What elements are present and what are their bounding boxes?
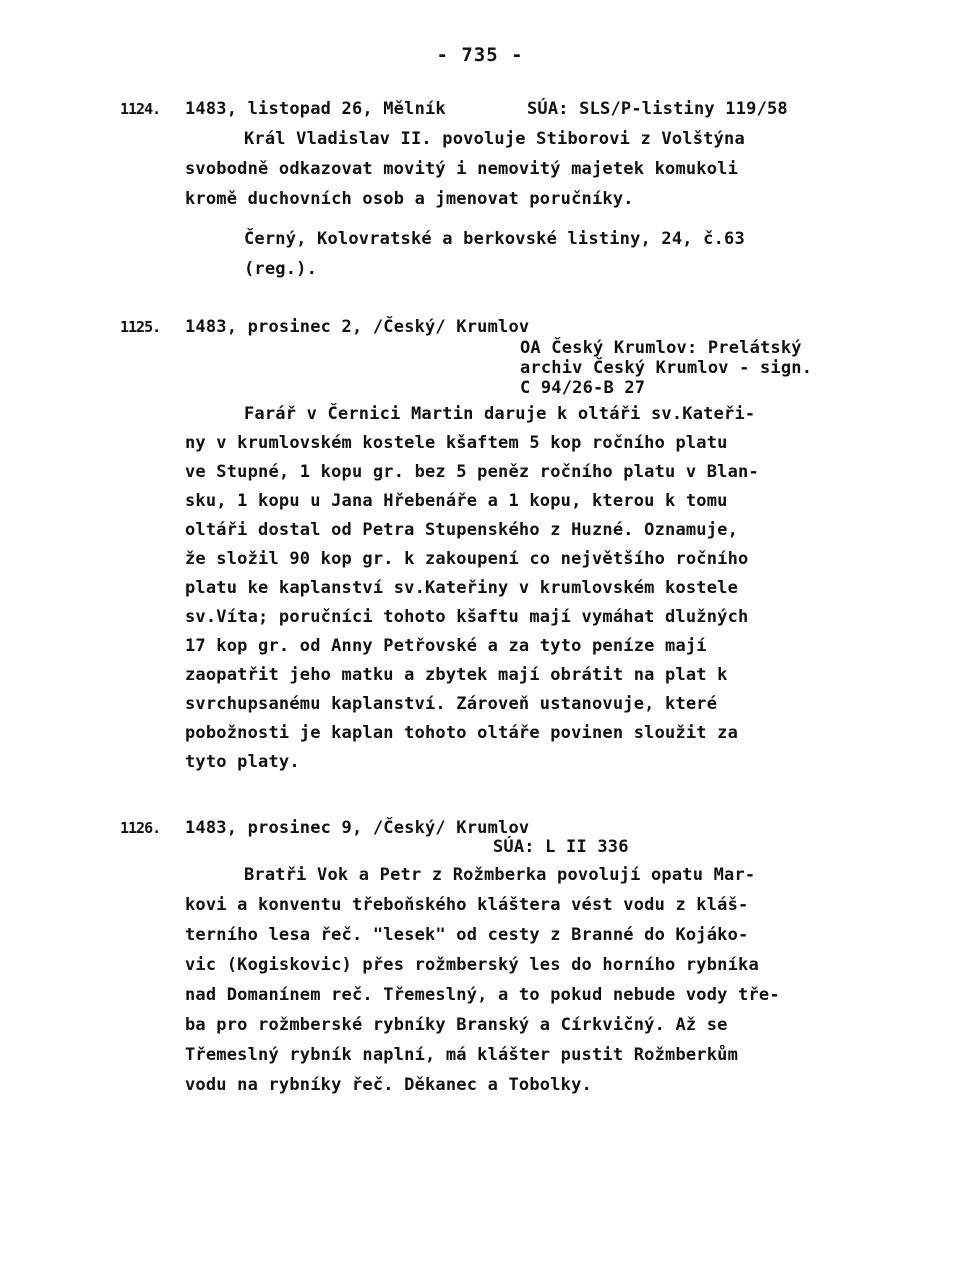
page-number: - 735 - xyxy=(436,44,524,66)
body-line: oltáři dostal od Petra Stupenského z Huzné. Oznamuje, xyxy=(185,520,739,540)
body-line: vodu na rybníky řeč. Děkanec a Tobolky. xyxy=(185,1075,592,1095)
body-line: zaopatřit jeho matku a zbytek mají obrátit na plat k xyxy=(185,665,728,685)
body-line: ba pro rožmberské rybníky Branský a Církvičný. Až se xyxy=(185,1015,728,1035)
body-line: 17 kop gr. od Anny Petřovské a za tyto peníze mají xyxy=(185,636,707,656)
entry-heading: 1483, listopad 26, Mělník xyxy=(185,99,446,119)
body-line: Král Vladislav II. povoluje Stiborovi z Volštýna xyxy=(244,129,745,149)
source-reference: SÚA: SLS/P-listiny 119/58 xyxy=(527,99,788,119)
body-line: vic (Kogiskovic) přes rožmberský les do horního rybníka xyxy=(185,955,759,975)
body-line: svrchupsanému kaplanství. Zároveň ustanovuje, které xyxy=(185,694,718,714)
source-reference: OA Český Krumlov: Prelátský xyxy=(520,338,802,358)
literature-reference: Černý, Kolovratské a berkovské listiny, 24, č.63 xyxy=(244,229,745,249)
body-line: sv.Víta; poručníci tohoto kšaftu mají vymáhat dlužných xyxy=(185,607,749,627)
body-line: sku, 1 kopu u Jana Hřebenáře a 1 kopu, kterou k tomu xyxy=(185,491,728,511)
body-line: tyto platy. xyxy=(185,752,300,772)
body-line: svobodně odkazovat movitý i nemovitý majetek komukoli xyxy=(185,159,739,179)
body-line: platu ke kaplanství sv.Kateřiny v krumlovském kostele xyxy=(185,578,739,598)
body-line: Třemeslný rybník naplní, má klášter pustit Rožmberkům xyxy=(185,1045,739,1065)
body-line: kovi a konventu třeboňského kláštera vést vodu z kláš- xyxy=(185,895,749,915)
literature-reference: (reg.). xyxy=(244,259,318,279)
body-line: kromě duchovních osob a jmenovat poručníky. xyxy=(185,189,634,209)
entry-heading: 1483, prosinec 2, /Český/ Krumlov xyxy=(185,317,530,337)
body-line: Farář v Černici Martin daruje k oltáři sv.Kateři- xyxy=(244,404,756,424)
body-line: že složil 90 kop gr. k zakoupení co největšího ročního xyxy=(185,549,749,569)
body-line: nad Domanínem reč. Třemeslný, a to pokud nebude vody tře- xyxy=(185,985,780,1005)
source-reference: archiv Český Krumlov - sign. xyxy=(520,358,813,378)
entry-number: 1124. xyxy=(120,100,161,118)
entry-number: 1126. xyxy=(120,819,161,837)
entry-number: 1125. xyxy=(120,318,161,336)
body-line: ve Stupné, 1 kopu gr. bez 5 peněz ročního platu v Blan- xyxy=(185,462,759,482)
source-reference: SÚA: L II 336 xyxy=(493,837,629,857)
body-line: Bratři Vok a Petr z Rožmberka povolují opatu Mar- xyxy=(244,865,756,885)
body-line: ny v krumlovském kostele kšaftem 5 kop ročního platu xyxy=(185,433,728,453)
source-reference: C 94/26-B 27 xyxy=(520,378,646,398)
body-line: terního lesa řeč. "lesek" od cesty z Branné do Kojáko- xyxy=(185,925,749,945)
body-line: pobožnosti je kaplan tohoto oltáře povinen sloužit za xyxy=(185,723,739,743)
entry-heading: 1483, prosinec 9, /Český/ Krumlov xyxy=(185,818,530,838)
